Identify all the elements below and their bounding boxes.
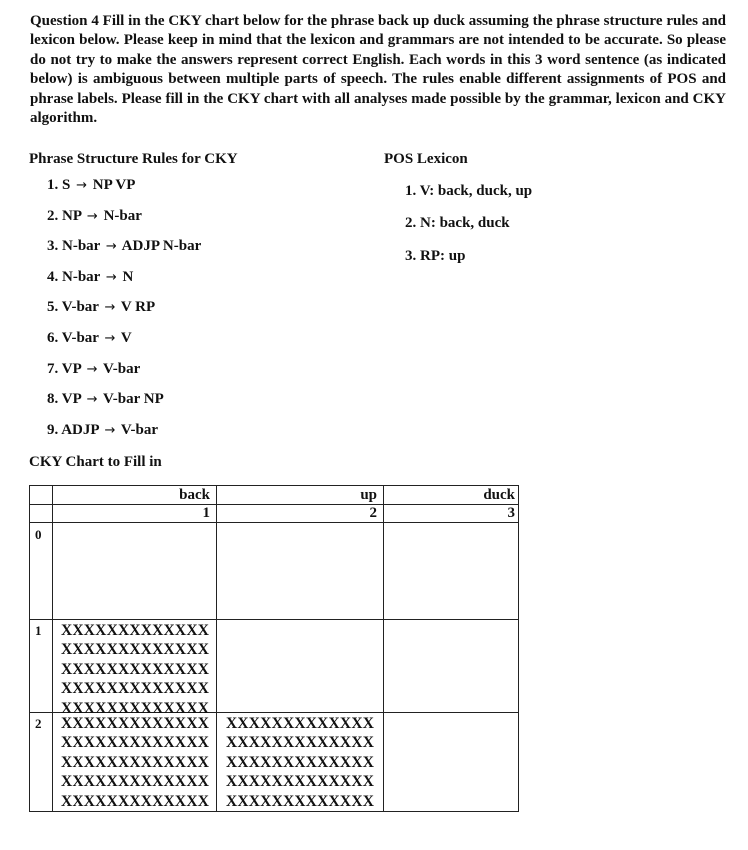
rule-item <box>47 422 158 439</box>
lexicon-heading: POS Lexicon <box>384 151 468 167</box>
rule-number: 4. <box>47 268 59 285</box>
row-index: 0 <box>35 527 42 542</box>
rule-item <box>47 238 201 255</box>
rule-item <box>47 299 155 316</box>
row-index: 1 <box>35 623 42 638</box>
rule-item <box>47 361 140 378</box>
filler-text: XXXXXXXXXXXXX <box>61 622 210 639</box>
rule-number: 3. <box>47 238 59 255</box>
rule-rhs: N-bar <box>103 207 142 224</box>
lexicon-number: 2. <box>405 215 417 232</box>
chart-heading: CKY Chart to Fill in <box>29 454 162 470</box>
right-arrow-icon: → <box>86 361 98 377</box>
lexicon-entry: N: back, duck <box>420 215 510 232</box>
right-arrow-icon: → <box>86 392 98 408</box>
filler-text: XXXXXXXXXXXXX <box>226 715 375 732</box>
chart-row-divider <box>30 619 518 620</box>
question-text: Question 4 Fill in the CKY chart below for the phrase back up duck assuming the phrase structure rules and lexicon below. Please keep in mind that the lexicon and grammars are not intended to be accurate. So please do not try to make the answers represent correct English. Each words in this 3 word sentence (as indicated below) is ambiguous between multiple parts of speech. The rules enable different assignments of POS and phrase labels. Please fill in the CKY chart with all analyses made possible by the grammar, lexicon and CKY algorithm. <box>30 13 726 127</box>
rule-number: 7. <box>47 360 59 377</box>
right-arrow-icon: → <box>104 331 116 346</box>
cky-chart <box>29 485 519 812</box>
rule-rhs: V RP <box>120 299 156 316</box>
rule-number: 2. <box>47 207 59 224</box>
right-arrow-icon: → <box>76 178 87 193</box>
rule-lhs: N-bar <box>62 268 101 285</box>
filler-text: XXXXXXXXXXXXX <box>61 680 210 698</box>
rule-lhs: V-bar <box>61 299 99 316</box>
chart-header-divider <box>30 522 518 523</box>
rule-rhs: V-bar NP <box>103 391 164 408</box>
right-arrow-icon: → <box>105 269 117 285</box>
rule-rhs: V-bar <box>120 421 159 438</box>
blocked-cell <box>61 714 209 811</box>
rule-rhs: V-bar <box>103 360 141 377</box>
filler-text: XXXXXXXXXXXXX <box>226 753 375 771</box>
rule-item <box>47 208 142 225</box>
filler-text: XXXXXXXXXXXXX <box>61 753 210 771</box>
filler-text: XXXXXXXXXXXXX <box>61 792 210 810</box>
lexicon-item <box>405 183 532 200</box>
rule-number: 8. <box>47 391 59 408</box>
right-arrow-icon: → <box>105 239 117 255</box>
rule-rhs: N <box>122 268 134 285</box>
rule-rhs: NP VP <box>92 177 136 193</box>
column-index: 2 <box>369 505 377 521</box>
filler-text: XXXXXXXXXXXXX <box>61 734 210 752</box>
rules-heading: Phrase Structure Rules for CKY <box>29 151 238 167</box>
rule-number: 5. <box>47 299 59 316</box>
rule-lhs: N-bar <box>62 238 101 255</box>
rule-lhs: ADJP <box>61 421 99 438</box>
rule-item <box>47 391 164 408</box>
rule-lhs: NP <box>62 207 82 224</box>
filler-text: XXXXXXXXXXXXX <box>61 699 210 717</box>
blocked-cell <box>61 621 209 718</box>
rule-item <box>47 330 132 347</box>
filler-text: XXXXXXXXXXXXX <box>61 773 210 791</box>
column-word: up <box>360 487 377 503</box>
right-arrow-icon: → <box>86 208 98 224</box>
rule-number: 1. <box>47 177 59 193</box>
lexicon-item <box>405 248 465 265</box>
column-word: back <box>179 487 210 503</box>
rule-lhs: VP <box>61 360 81 377</box>
filler-text: XXXXXXXXXXXXX <box>61 641 210 659</box>
rule-lhs: VP <box>61 391 81 408</box>
lexicon-number: 3. <box>405 247 417 264</box>
column-word: duck <box>483 487 515 503</box>
right-arrow-icon: → <box>104 300 116 316</box>
filler-text: XXXXXXXXXXXXX <box>226 773 375 791</box>
column-index: 3 <box>507 505 515 521</box>
chart-column-divider <box>216 486 217 811</box>
filler-text: XXXXXXXXXXXXX <box>61 715 210 732</box>
rule-item <box>47 269 133 286</box>
filler-text: XXXXXXXXXXXXX <box>226 792 375 810</box>
row-index: 2 <box>35 716 42 731</box>
right-arrow-icon: → <box>104 422 116 438</box>
rule-lhs: V-bar <box>61 330 99 346</box>
chart-row-label-divider <box>52 486 53 811</box>
rule-item <box>47 177 135 194</box>
lexicon-entry: V: back, duck, up <box>419 183 533 199</box>
blocked-cell <box>226 714 374 811</box>
rule-number: 9. <box>47 421 59 438</box>
filler-text: XXXXXXXXXXXXX <box>226 734 375 752</box>
chart-column-divider <box>383 486 384 811</box>
rule-number: 6. <box>47 330 59 346</box>
filler-text: XXXXXXXXXXXXX <box>61 660 210 678</box>
rule-rhs: V <box>120 330 132 346</box>
rule-lhs: S <box>62 177 71 193</box>
lexicon-number: 1. <box>405 183 417 199</box>
column-index: 1 <box>202 505 210 521</box>
rule-rhs: ADJP N-bar <box>121 238 202 255</box>
lexicon-item <box>405 215 510 232</box>
lexicon-entry: RP: up <box>420 247 466 264</box>
